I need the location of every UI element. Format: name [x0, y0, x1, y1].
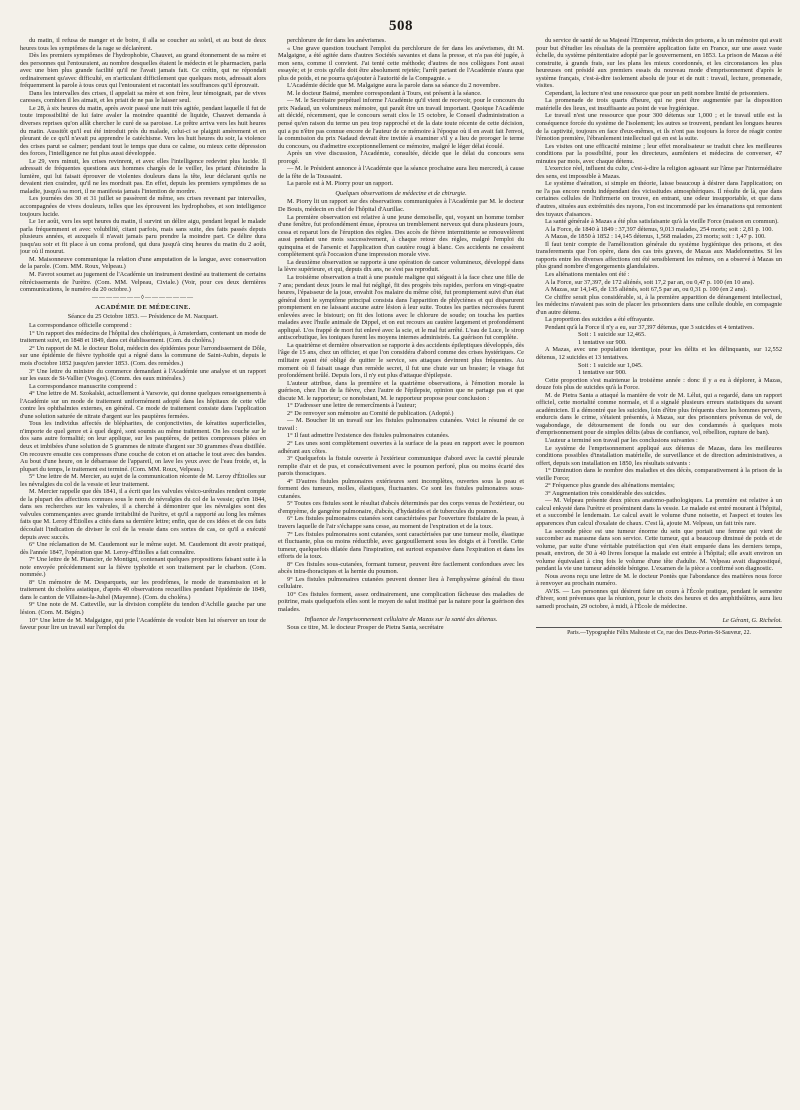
paragraph: Les aliénations mentales ont été : — [545, 270, 630, 278]
section-title: ACADÉMIE DE MÉDECINE. — [95, 304, 191, 312]
paragraph: M. le docteur Baimé, membre correspondant à Tours, est présent à la séance. — [287, 89, 482, 97]
paragraph: A Mazas, sur 14,145, de 135 aliénés, soit 67,5 par an, ou 0,31 p. 100 (en 2 ans). — [545, 286, 747, 294]
paragraph: 1° Un rapport des médecins de l'hôpital des cholériques, à Amsterdam, contenant un mode de traitement suivi, en 1848 et 1849, dans cet établissement. (Com. du choléra.) — [20, 329, 266, 345]
paragraph: 5° Toutes ces fistules sont le résultat d'abcès déterminés par des corps venus de l'extérieur, ou d'empyème, de gangrène pulmonaire, d'abcès, d'hydatides et de tubercules du poumon. — [278, 500, 524, 515]
paragraph: 7° Une lettre de M. Pitancier, de Montigni, contenant quelques propositions faisant suite à la note envoyée précédemment sur la fièvre typhoïde et son traitement par le charbon. (Com. nommée.) — [20, 556, 266, 579]
paragraph: A Mazas, avec une population identique, pour les délits et les délinquants, sur 12,552 détenus, 12 suicides et 13 tentatives. — [536, 346, 782, 361]
paragraph: « Une grave question touchant l'emploi du perchlorure de fer dans les anévrismes, dit M. Malgaigne, a été agitée dans d'autres Sociétés savantes et dans la presse, et n'a pas été jugée, à mon sens, comme il convient. J'ai tenté cette méthode; d'autres de nos collègues l'ont aussi essayée; et je crois qu'elle doit être absolument rejetée; l'arrêt partant de l'Académie n'aura que plus de poids, et ne pourra qu'ajouter à l'autorité de la Compagnie. » — [278, 44, 524, 82]
paragraph: Il faut tenir compte de l'amélioration générale du système hygiénique des prisons, et des transferements que l'on opère, dans des cas très graves, de Mazas aux Madelonnettes. Si les rapports entre les diverses affections ont été sensiblement les mêmes, on a observé à Mazas un plus grand nombre d'engorgements glandulaires. — [536, 240, 782, 271]
paragraph: Le 1er août, vers les sept heures du matin, il survint un délire aigu, pendant lequel le malade parla fréquemment et avec volubilité, citant parfois, mais sans suite, des faits passés depuis plusieurs années, et auxquels il n'avait jamais paru prendre la moindre part. Ce délire dura jusqu'au soir et fit place à un coma profond, qui dura jusqu'à cinq heures du matin du 2 août, jour où il mourut. — [20, 218, 266, 256]
stat-line: Soit : 1 suicide sur 12,465. — [578, 331, 646, 339]
paragraph: Cependant, la lecture n'est une ressource que pour un petit nombre limité de prisonniers. — [545, 89, 769, 97]
paragraph: La promenade de trois quarts d'heure, qui ne peut être augmentée par la disposition matérielle des lieux, est insuffisante au point de vue hygiénique. — [536, 97, 782, 112]
paragraph: du matin, il refusa de manger et de boire, il alla se coucher au soleil, et au bout de deux heures tous les symptômes de la rage se déclarèrent. — [20, 37, 266, 52]
stat-line: 1 tentative sur 900. — [578, 338, 627, 346]
paragraph: Ce chiffre serait plus considérable, si, à la première apparition de dérangement intellectuel, les médecins n'avaient pas soin de placer les prisonniers dans une cellule double, en compagnie d'un autre détenu. — [536, 293, 782, 316]
col3-body-a — [536, 37, 782, 331]
paragraph: M. de Pietra Santa a attaqué la manière de voir de M. Lélut, qui a regardé, dans un rapport officiel, cette mortalité comme normale, et il a signalé plusieurs erreurs statistiques du savant académicien. Il a démontré que les suicides, loin d'être plus fréquents chez les hommes pervers, endurcis dans le crime, s'étaient présentés, à Mazas, sur des prisonniers prévenus de vol, de vagabondage, de détournement de fonds ou sur des condamnés à quelques mois d'emprisonnement pour de simples délits (abus de confiance, vol, rébellion, rupture de ban). — [536, 391, 782, 437]
paragraph: Les journées des 30 et 31 juillet se passèrent de même, ses crises revenant par intervalles, accompagnées de vives douleurs, telles que les éprouvent les hydrophobes, et son intelligence toujours lucide. — [20, 195, 266, 218]
paragraph: M. Piorry lit un rapport sur des observations communiquées à l'Académie par M. le docteur De Bouis, médecin en chef de l'hôpital d'Aurillac. — [278, 198, 524, 214]
paragraph: 9° Une note de M. Catteville, sur la division complète du tendon d'Achille gauche par une lésion. (Com. M. Bégin.) — [20, 601, 266, 617]
paragraph: 3° Une lettre du ministre du commerce demandant à l'Académie une analyse et un rapport sur les eaux de St-Vallier (Vosges). (Comm. des eaux minérales.) — [20, 367, 266, 383]
stat-block-force — [536, 331, 782, 346]
paragraph: La seconde pièce est une tumeur énorme du sein que portait une femme qui vient de succomber au marasme dans son service. Cette tumeur, qui a beaucoup diminué de poids et de volume, par suite d'une véritable putréfaction qui s'en était emparée dans les derniers temps, pesait, environ, de 30 à 40 livres lorsque la malade est entrée à l'hôpital; elle avait environ un volume équivalant à cinq fois le volume d'une tête d'adulte. M. Velpeau avait diagnostiqué, pendant la vie une tumeur adénoïde bénigne. L'examen de la pièce a confirmé son diagnostic. — [536, 527, 782, 573]
col2-body-c — [278, 624, 524, 632]
column-3 — [536, 37, 782, 1097]
paragraph: A Mazas, de 1850 à 1852 : 14,145 détenus, 1,568 malades, 23 morts; soit : 1,47 p. 100. — [545, 233, 766, 241]
col3-body-c — [536, 377, 782, 611]
paragraph: M. Mercier rappelle que dès 1841, il a écrit que les valvules vésico-urétrales rendent compte de la plupart des affections connues sous le nom de névralgies du col de la vessie; qu'en 1844, dans ses recherches sur les valvules, il a cherché à démontrer que les névralgies sont des valvules commençantes avec grande irritabilité de l'urètre, et qu'il a rapporté au long les mêmes faits que M. Leroy d'Étiolles a cités dans sa dernière lettre; enfin, que de ces idées et de ces faits découlait l'indication de diviser le col de la vessie dans ces sortes de cas, ce qu'il a exécuté depuis avec succès. — [20, 488, 266, 541]
paragraph: 5° Une lettre de M. Mercier, au sujet de la communication récente de M. Leroy d'Étiolles sur les névralgies du col de la vessie et leur traitement. — [20, 473, 266, 488]
paragraph: Tous les individus affectés de blépharites, de conjonctivites, de kératites superficielles, n'importe de quel genre et à quel degré, sont soumis au même traitement. On les couche sur le dos sans autre formalité; on leur applique, sur les paupières, de petites compresses pliées en deux et imbibées d'une solution de 5 grammes de nitrate d'argent sur 30 grammes d'eau distillée. On recouvre ensuite ces compresses d'une couche de coton et on attache le tout avec des bandes. Au bout d'une heure, on le débarrasse de l'appareil, on lave les yeux avec de l'eau froide, et, la plupart du temps, le traitement est terminé. (Com. MM. Roux, Velpeau.) — [20, 420, 266, 473]
paragraph: Le système d'aération, si simple en théorie, laisse beaucoup à désirer dans l'application; on ne l'a pas encore rendu indépendant des vicissitudes atmosphériques. Il résulte de là, que dans certaines cellules de l'infirmerie on trouve, en entrant, une odeur insupportable, et que dans d'autres, situées aux extrémités des rayons, l'on est incommodé par les émanations qui remontent des tuyaux d'aisances. — [536, 180, 782, 218]
paragraph: 2° De renvoyer son mémoire au Comité de publication. (Adopté.) — [287, 409, 454, 417]
paragraph: M. Maisonneuve communique la relation d'une amputation de la langue, avec conservation de la parole. (Com. MM. Roux, Velpeau.) — [20, 255, 266, 271]
paragraph: L'exercice réel, influent du culte, c'est-à-dire la religion agissant sur l'âme par l'intermédiaire des sens, est impossible à Mazas. — [536, 165, 782, 180]
col1-body — [20, 322, 266, 631]
signature: Le Gérant, G. Richelot. — [722, 616, 782, 624]
paragraph: Pendant qu'à la Force il n'y a eu, sur 37,397 détenus, que 3 suicides et 4 tentatives. — [545, 323, 755, 331]
paragraph: La deuxième observation se rapporte à une opération de cancer volumineux, développé dans la lèvre supérieure, et qui, depuis dix ans, ne s'est pas reproduit. — [278, 258, 524, 274]
section-subtitle: Séance du 25 Octobre 1853. — Présidence de M. Nacquart. — [67, 312, 219, 320]
paragraph: — M. Boucher lit un travail sur les fistules pulmonaires cutanées. Voici le résumé de ce travail : — [278, 417, 524, 432]
separator: ———————◊——————— — [92, 294, 194, 301]
stat-block-mazas — [536, 362, 782, 377]
paragraph: — M. le Secrétaire perpétuel informe l'Académie qu'il vient de recevoir, pour le concours du prix Nadaud, un volumineux mémoire, qui paraît être un travail important. Quoique l'Académie ait décidé, récemment, que le concours serait clos le 15 octobre, le Conseil d'administration a pensé qu'en raison du terme un peu trop rapproché et de la date toute récente de cette décision, qui a pu n'être pas connue encore de l'auteur de ce mémoire à l'époque où il en avait fait l'envoi, la commission du prix Nadaud devrait être invitée à examiner s'il y a lieu de proroger le terme du concours, ou d'admettre exceptionnellement ce mémoire, malgré le léger délai écoulé. — [278, 97, 524, 150]
article-title-observations: Quelques observations de médecine et de chirurgie. — [335, 189, 467, 197]
column-1 — [20, 37, 266, 1097]
paragraph: Cette proportion s'est maintenue la troisième année : donc il y a eu à déplorer, à Mazas, douze fois plus de suicides qu'à la Force. — [536, 376, 782, 392]
paragraph: Le travail n'est une ressource que pour 300 détenus sur 1,000 ; et le travail utile est la conséquence forcée du système de l'isolement; les autres se trouvent, pendant les longues heures de la captivité, toujours en face d'eux-mêmes, et ils n'ont pas toujours la force de réagir contre l'émotion première, l'ébranlement intellectuel qui en est la suite. — [536, 112, 782, 143]
paragraph: A la Force, de 1840 à 1849 : 37,397 détenus, 9,013 malades, 254 morts; soit : 2,81 p. 100. — [545, 225, 773, 233]
paragraph: perchlorure de fer dans les anévrismes. — [287, 37, 386, 44]
paragraph: L'auteur attribue, dans la première et la quatrième observations, à l'émotion morale la guérison, chez l'un de la fièvre, chez l'autre de l'épilepsie, opinion que ne partage pas et que discute M. le rapporteur; ce nonobstant, M. le rapporteur propose pour conclusion : — [278, 379, 524, 402]
paragraph: 3° Augmentation très considérable des suicides. — [545, 489, 667, 497]
paragraph: Les visites ont une efficacité minime ; leur effet moralisateur se traduit chez les meilleures conditions par la possibilité, pour les directeurs, aumôniers et médecins de converser, 47 minutes par mois, avec chaque détenu. — [536, 142, 782, 165]
paragraph: Dès les premiers symptômes de l'hydrophobie, Chauvet, au grand étonnement de sa mère et des personnes qui l'entouraient, au nombre desquelles étaient le médecin et le pharmacien, parla avec une bien plus grande facilité qu'il ne l'avait jamais fait. Ce crétin, qui ne répondait ordinairement qu'avec difficulté, en n'articulant difficilement que quelques mots, adressait alors fréquemment la parole à tous ceux qui l'entouraient et racontait les souffrances qu'il éprouvait. — [20, 52, 266, 90]
paragraph: La correspondance officielle comprend : — [29, 322, 132, 330]
paragraph: 4° D'autres fistules pulmonaires extérieures sont incomplètes, ouvertes sous la peau et forment des tumeurs, molles, élastiques, fluctuantes. Ce sont les fistules pulmonaires sous-cutanées. — [278, 477, 524, 500]
paragraph: du service de santé de sa Majesté l'Empereur, médecin des prisons, a lu un mémoire qui avait pour but d'étudier les résultats de la première application faite en France, sur une assez vaste échelle, du système pénitentiaire adopté par le gouvernement, en 1853. La prison de Mazas a été construite, à grands frais, sur les plans les mieux coordonnés, et les circonstances les plus heureuses ont présidé aux premiers essais du nouveau mode d'emprisonnement d'après le système français, c'est-à-dire isolement absolu de jour et de nuit : travail, lecture, promenade, visites. — [536, 37, 782, 90]
paragraph: 2° Fréquence plus grande des aliénations mentales; — [545, 482, 675, 490]
columns — [20, 37, 782, 1097]
paragraph: 6° Une réclamation de M. Caudemont sur le même sujet. M. Caudemont dit avoir pratiqué, dès l'année 1847, l'opération que M. Leroy-d'Étiolles a fait connaître. — [20, 541, 266, 556]
paragraph: 7° Les fistules pulmonaires sont cutanées, sont caractérisées par une tumeur molle, élastique et fluctuante, plus ou moins réductible, avec gargouillement sous les doigts et à l'oreille. Cette tumeur, quelquefois dilatée dans l'inspiration, est surtout expansive dans l'expiration et dans les efforts de la toux. — [278, 530, 524, 561]
paragraph: Nous avons reçu une lettre de M. le docteur Pontès que l'abondance des matières nous force à renvoyer au prochain numéro. — [536, 572, 782, 588]
paragraph: Sous ce titre, M. le docteur Prosper de Pietra Santa, secrétaire — [287, 624, 444, 632]
article-title-mazas: Influence de l'emprisonnement cellulaire de Mazas sur la santé des détenus. — [304, 615, 498, 623]
column-2 — [278, 37, 524, 1097]
col2-body-b — [278, 198, 524, 613]
paragraph: 10° Une lettre de M. Malgaigne, qui prie l'Académie de vouloir bien lui réserver un tour de faveur pour lire un travail sur l'emploi du — [20, 616, 266, 632]
paragraph: 4° Une lettre de M. Szokalski, actuellement à Varsovie, qui donne quelques renseignements à l'Académie sur un mode de traitement uniformément adopté dans les hôpitaux de cette ville contre les ophthalmies externes, en général. Ce mode de traitement consiste dans l'application d'une solution saturée de nitrate d'argent sur les paupières fermées. — [20, 390, 266, 420]
paragraph: La proportion des suicides a été effrayante. — [545, 316, 655, 324]
paragraph: 1° D'adresser une lettre de remercîments à l'auteur; — [287, 402, 417, 410]
paragraph: — M. Velpeau présente deux pièces anatomo-pathologiques. La première est relative à un calcul enkysté dans l'urètre et proéminent dans la vessie. Le malade est entré mourant à l'hôpital, et a succombé le lendemain. Le calcul avait le volume d'une noisette, et l'aspect et toutes les apparences d'un calcul d'oxalate de chaux. C'est là, ajoute M. Velpeau, un fait très rare. — [536, 497, 782, 527]
imprint-divider — [536, 627, 782, 628]
stat-line: Soit : 1 suicide sur 1,045. — [578, 361, 643, 369]
paragraph: Le 29, vers minuit, les crises revinrent, et avec elles l'intelligence redevint plus lucide. Il adressait de fréquentes questions aux hommes chargés de le veiller, les priant d'éteindre la lumière, qui lui faisait éprouver de violentes douleurs dans la tête, leur déclarant qu'ils ne devaient rien craindre, qu'il ne les mordrait pas. En effet, depuis les premiers symptômes de sa maladie, jusqu'à sa mort, il ne manifesta jamais l'intention de mordre. — [20, 157, 266, 195]
col1-top — [20, 37, 266, 294]
page-number: 508 — [389, 18, 413, 34]
paragraph: La santé générale à Mazas a été plus satisfaisante qu'à la vieille Force (maison en commun). — [545, 218, 779, 226]
paragraph: 1° Diminution dans le nombre des maladies et des décès, comparativement à la prison de la vieille Force; — [536, 467, 782, 482]
paragraph: Le système de l'emprisonnement appliqué aux détenus de Mazas, dans les meilleures conditions possibles d'installation matérielle, de surveillance et de direction administratives, a offert, depuis son installation en 1850, les résultats suivants : — [536, 444, 782, 467]
paragraph: La première observation est relative à une jeune demoiselle, qui, voyant un homme tomber d'une fenêtre, fut profondément émue, éprouva un tremblement nerveux qui dura plusieurs jours, cessa et reparut lors de l'éruption des règles. Des accès de fièvre intermittente se renouvelèrent aussi pendant une mois successivement, à chaque retour des règles, malgré l'emploi du quinquina et de l'arsenic et l'application d'un cautère rougi à blanc. Ces accidents ne cessèrent complètement qu'à l'occasion d'une impression morale vive. — [278, 213, 524, 259]
paragraph: La troisième observation a trait à une pustule maligne qui siégeait à la face chez une fille de 7 ans; pendant deux jours le mal fut négligé, fit des progrès très rapides, perfora en vingt-quatre heures, l'épaisseur de la joue, envahit l'os malaire du même côté, fut promptement suivi d'un état général dont le symptôme principal consista dans l'apparition de phlyctènes et qui disparurent promptement en ne laissant aucune autre lésion à leur suite. Toutes les parties nécrosées furent enlevées avec le bistouri; on fit des lotions avec le chlorure de soude; on toucha les parties malades avec l'huile animale de Dippel, et on eut recours au cautère largement et profondément appliqué. L'os frappé de mort fut enlevé avec la scie, et le mal fut arrêté. L'eau de Luce, le sirop antiscorbutique, les toniques furent les moyens internes administrés. La guérison fut complète. — [278, 273, 524, 342]
paragraph: L'Académie décide que M. Malgaigne aura la parole dans sa séance du 2 novembre. — [287, 82, 501, 90]
paragraph: Après un vive discussion, l'Académie, consultée, décide que le délai du concours sera prorogé. — [278, 150, 524, 165]
paragraph: La quatrième et dernière observation se rapporte à des accidents épileptiques développés, dès l'âge de 15 ans, chez un officier, et que l'on considéra d'abord comme des crises hystériques. Ce militaire ayant été obligé de quitter le service, ses attaques devinrent plus fréquentes. Au moment où il faisait usage d'un remède secret, il fut une chute sur un brasier; le visage fut profondément brûlé. Depuis lors, il n'y eut plus d'attaque d'épilepsie. — [278, 341, 524, 380]
paragraph: Le 28, à six heures du matin, après avoir passé une nuit très agitée, pendant laquelle il fut de toute impossibilité de lui faire avaler la moindre quantité de liquide, Chauvet demanda à diverses reprises qu'on allât chercher le curé de sa paroisse. Le prêtre arriva vers les huit heures du matin. Aussitôt qu'il eut été introduit près du malade, celui-ci se plaignit amèrement et en pleurant de ce qu'il n'avait pu apprendre le catéchisme. Vers les huit heures du soir, la violence des crises parut se calmer; pendant tout le temps que dura ce calme, ou mieux cette dépression des forces, l'intelligence ne fut plus aussi développée. — [20, 104, 266, 158]
paragraph: 9° Les fistules pulmonaires cutanées peuvent donner lieu à l'emphysème général du tissu cellulaire. — [278, 575, 524, 591]
paragraph: Dans les intervalles des crises, il appelait sa mère et son frère, leur témoignait, par de vives caresses, combien il les aimait, et les priait de ne pas le laisser seul. — [20, 89, 266, 105]
paragraph: — M. le Président annonce à l'Académie que la séance prochaine aura lieu mercredi, à cause de la fête de la Toussaint. — [278, 165, 524, 180]
paragraph: 8° Ces fistules sous-cutanées, formant tumeur, peuvent être facilement confondues avec les abcès intra-thoraciques et la hernie du poumon. — [278, 560, 524, 576]
paragraph: 3° Quelquefois la fistule ouverte à l'extérieur communique d'abord avec la cavité pleurale remplie d'air et de pus, et consécutivement avec le poumon perforé, plus ou moins écarté des parois thoraciques. — [278, 455, 524, 478]
paragraph: 2° Les unes sont complètement ouvertes à la surface de la peau en rapport avec le poumon adhérant aux côtes. — [278, 439, 524, 455]
col3-body-b — [536, 346, 782, 361]
col2-body-a — [278, 37, 524, 188]
paragraph: 1° Il faut admettre l'existence des fistules pulmonaires cutanées. — [287, 432, 450, 440]
paragraph: 2° Un rapport de M. le docteur Bolut, médecin des épidémies pour l'arrondissement de Dôle, sur une épidémie de fièvre typhoïde qui a régné dans la commune de Saint-Aubin, depuis le mois d'octobre 1852 jusqu'en janvier 1853. (Com. des remèdes.) — [20, 344, 266, 367]
paragraph: L'auteur a terminé son travail par les conclusions suivantes : — [545, 436, 698, 444]
paragraph: M. Favrot soumet au jugement de l'Académie un instrument destiné au traitement de certains rétrécissements de l'urètre. (Com. MM. Velpeau, Civiale.) (Voir, pour ces deux dernières communications, le numéro du 20 octobre.) — [20, 270, 266, 294]
paragraph: La correspondance manuscrite comprend : — [29, 382, 137, 390]
stat-line: 1 tentative sur 900. — [578, 369, 627, 377]
paragraph: 8° Un mémoire de M. Desparquets, sur les prodrômes, le mode de transmission et le traitement du choléra asiatique, d'après 40 observations recueillies pendant l'épidémie de 1849, dans le canton de Villaines-la-Juhel (Mayenne). (Com. du choléra.) — [20, 578, 266, 601]
paragraph: A la Force, sur 37,397, de 172 aliénés, soit 17,2 par an, ou 0,47 p. 100 (en 10 ans). — [545, 278, 755, 286]
imprint: Paris.—Typographie Félix Malteste et Ce, rue des Deux-Portes-St-Sauveur, 22. — [567, 630, 751, 637]
paragraph: 10° Ces fistules forment, assez ordinairement, une complication fâcheuse des maladies de poitrine, mais quelquefois elles sont le moyen de salut institué par la nature pour la guérison des malades. — [278, 590, 524, 614]
paragraph: AVIS. — Les personnes qui désirent faire un cours à l'École pratique, pendant le semestre d'hiver, sont prévenues que la réunion, pour le choix des heures et des amphithéâtres, aura lieu samedi prochain, 29 octobre, à midi, à l'École de médecine. — [536, 587, 782, 611]
paragraph: La parole est à M. Piorry pour un rapport. — [287, 180, 394, 188]
paragraph: 6° Les fistules pulmonaires cutanées sont caractérisées par l'ouverture fistulaire de la peau, à travers laquelle de l'air s'échappe sans cesse, au moment de l'expiration et de la toux. — [278, 515, 524, 530]
